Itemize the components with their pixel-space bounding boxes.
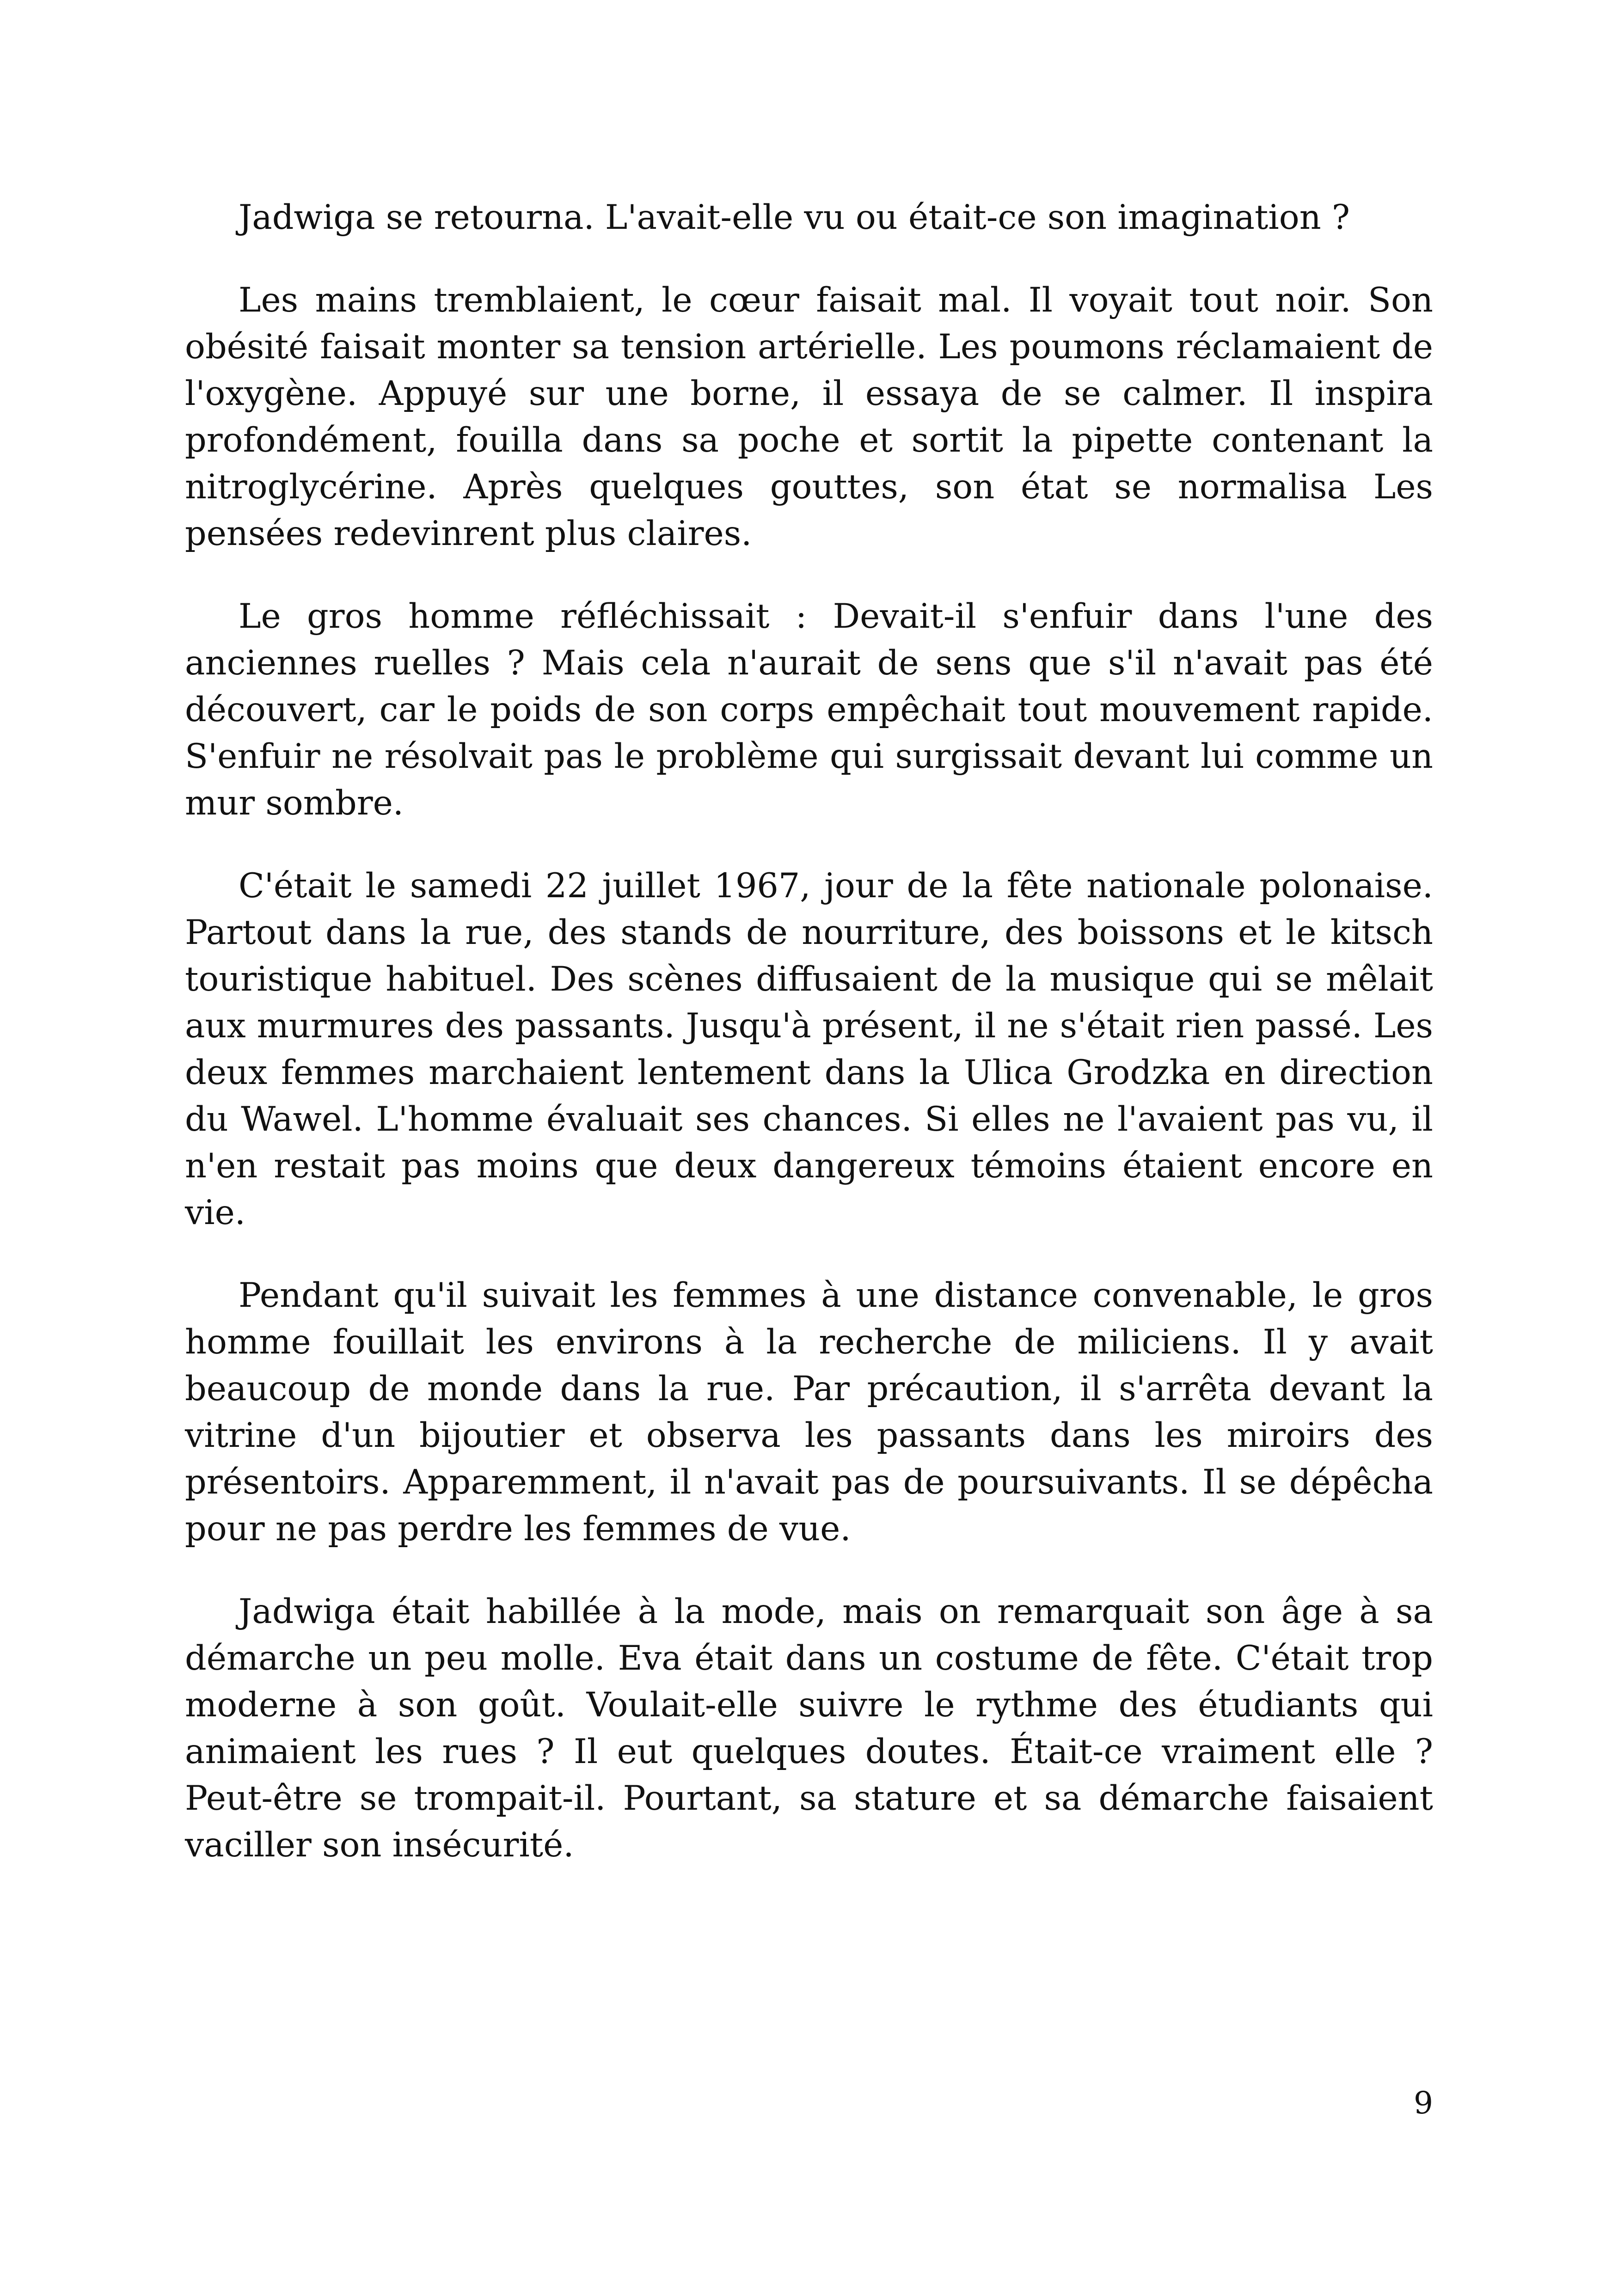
paragraph-5: Pendant qu'il suivait les femmes à une distance convenable, le gros homme fouillait les environs à la recherche de miliciens. Il y avait beaucoup de monde dans la rue. Par précaution, il s'arrêta devant la vitrine d'un bijoutier et observa les passants dans les miroirs des présentoirs. Apparemment, il n'avait pas de poursuivants. Il se dépêcha pour ne pas perdre les femmes de vue. <box>185 1276 1433 1549</box>
paragraph-1: Jadwiga se retourna. L'avait-elle vu ou était-ce son imagination ? <box>239 198 1350 237</box>
paragraph-4: C'était le samedi 22 juillet 1967, jour de la fête nationale polonaise. Partout dans la rue, des stands de nourriture, des boissons et le kitsch touristique habituel. Des scènes diffusaient de la musique qui se mêlait aux murmures des passants. Jusqu'à présent, il ne s'était rien passé. Les deux femmes marchaient lentement dans la Ulica Grodzka en direction du Wawel. L'homme évaluait ses chances. Si elles ne l'avaient pas vu, il n'en restait pas moins que deux dangereux témoins étaient encore en vie. <box>185 866 1433 1232</box>
paragraph-6: Jadwiga était habillée à la mode, mais on remarquait son âge à sa démarche un peu molle. Eva était dans un costume de fête. C'était trop moderne à son goût. Voulait-elle suivre le rythme des étudiants qui animaient les rues ? Il eut quelques doutes. Était-ce vraiment elle ? Peut-être se trompait-il. Pourtant, sa stature et sa démarche faisaient vaciller son insécurité. <box>185 1592 1433 1865</box>
page-number: 9 <box>1414 2085 1433 2121</box>
paragraph-3: Le gros homme réfléchissait : Devait-il s'enfuir dans l'une des anciennes ruelles ? Mais cela n'aurait de sens que s'il n'avait pas été découvert, car le poids de son corps empêchait tout mouvement rapide. S'enfuir ne résolvait pas le problème qui surgissait devant lui comme un mur sombre. <box>185 597 1433 823</box>
page-body <box>185 194 1433 1904</box>
paragraph-2: Les mains tremblaient, le cœur faisait mal. Il voyait tout noir. Son obésité faisait monter sa tension artérielle. Les poumons réclamaient de l'oxygène. Appuyé sur une borne, il essaya de se calmer. Il inspira profondément, fouilla dans sa poche et sortit la pipette contenant la nitroglycérine. Après quelques gouttes, son état se normalisa Les pensées redevinrent plus claires. <box>185 281 1433 553</box>
